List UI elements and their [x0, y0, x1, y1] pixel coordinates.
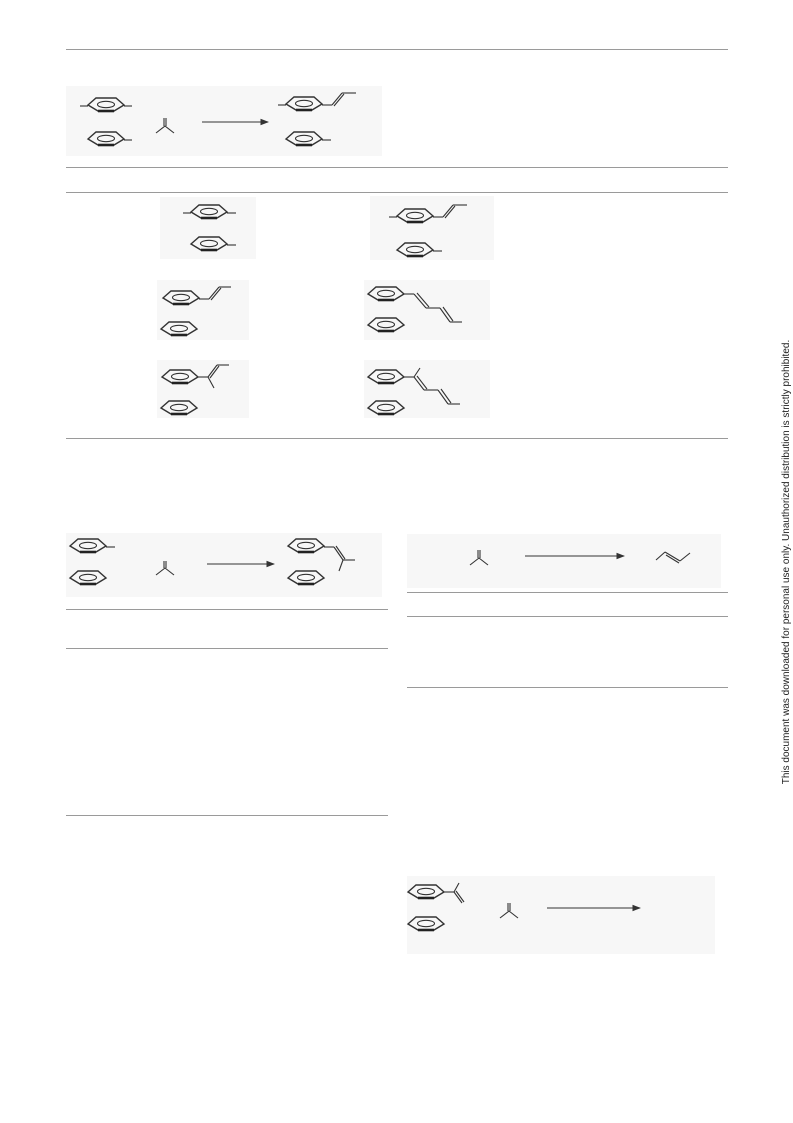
reactant-metallocene	[80, 98, 132, 145]
alkene-reagent	[156, 118, 174, 133]
table-structure-5	[161, 365, 229, 414]
table-structure-2	[389, 205, 467, 256]
scheme-3	[470, 550, 690, 565]
sidebar-notice-text: This document was downloaded for personal use only. Unauthorized distribution is strictly prohibited.	[781, 339, 792, 785]
table-structure-1	[183, 205, 236, 250]
scheme-4	[408, 883, 640, 930]
table-structure-4	[368, 287, 462, 331]
table-structure-3	[161, 287, 231, 335]
table-structure-6	[368, 368, 460, 414]
scheme-1	[80, 93, 356, 145]
product-metallocene	[278, 93, 356, 145]
sidebar-notice	[776, 322, 793, 802]
scheme-2	[70, 539, 355, 584]
